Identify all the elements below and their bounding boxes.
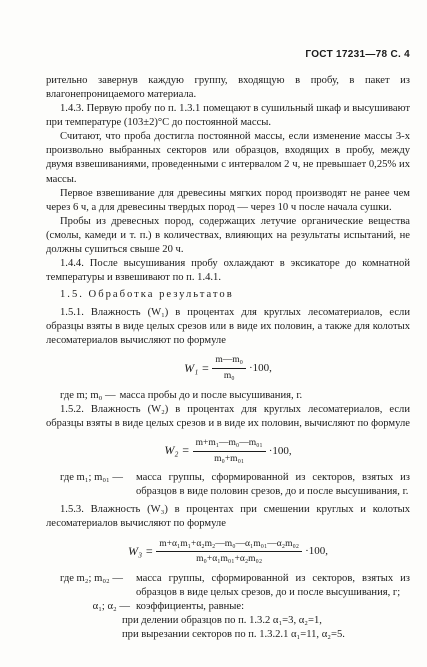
coefficient-case-2: при вырезании секторов по п. 1.3.2.1 α₁=11, α₂=5. bbox=[122, 629, 345, 641]
legend-w3 bbox=[46, 572, 410, 600]
formula-w2-denominator: m₀+m₀₁ bbox=[214, 453, 245, 464]
formula-w1 bbox=[46, 354, 410, 382]
legend-w2-key: где m₁; m₀₁ — bbox=[60, 472, 123, 484]
document-page bbox=[46, 0, 410, 667]
paragraph-volatile-substances: Пробы из древесных пород, содержащих летучие органические вещества (смолы, камеди и т. п.) в количествах, влияющих на результаты испытаний, не должны сушиться свыше 20 ч. bbox=[46, 215, 410, 255]
paragraph-first-weighing: Первое взвешивание для древесины мягких пород производят не ранее чем через 6 ч, а для древесины твердых пород — через 10 ч после начала сушки. bbox=[46, 187, 410, 213]
section-heading: 1.5. Обработка результатов bbox=[60, 289, 234, 301]
legend-w1-value: масса пробы до и после высушивания, г. bbox=[119, 389, 303, 401]
formula-w1-fraction bbox=[212, 354, 246, 382]
formula-w2-fraction bbox=[193, 437, 266, 465]
legend-w3-value: масса группы, сформированной из секторов, взятых из образцов в виде целых срезов, до и после высушивания, г; bbox=[136, 572, 410, 598]
paragraph-1-5-3: 1.5.3. Влажность (W₃) в процентах при смешении круглых и колотых лесоматериалов вычисляют по формуле bbox=[46, 504, 410, 530]
formula-w3-numerator: m+α₁m₁+α₂m₂—m₀—α₁m₀₁—α₂m₀₂ bbox=[156, 538, 302, 553]
formula-w2 bbox=[46, 437, 410, 465]
page-header: ГОСТ 17231—78 С. 4 bbox=[305, 49, 410, 60]
paragraph-1-4-3: 1.4.3. Первую пробу по п. 1.3.1 помещают в сушильный шкаф и высушивают при температуре (103±2)°С до постоянной массы. bbox=[46, 103, 410, 129]
formula-w3-tail: ·100, bbox=[305, 545, 329, 558]
formula-w2-numerator: m+m₁—m₀—m₀₁ bbox=[193, 437, 266, 452]
document-body bbox=[46, 74, 410, 642]
paragraph-continuation: рительно завернув каждую группу, входящую в пробу, в пакет из влагонепроницаемого материала. bbox=[46, 75, 410, 101]
legend-coefficients-key: α₁; α₂ — bbox=[92, 600, 130, 612]
formula-w1-tail: ·100, bbox=[248, 362, 272, 375]
formula-w2-tail: ·100, bbox=[268, 444, 292, 457]
paragraph-1-5-1: 1.5.1. Влажность (W₁) в процентах для круглых лесоматериалов, если образцы взяты в виде целых срезов или в виде их половин, а также для колотых лесоматериалов вычисляют по формуле bbox=[46, 307, 410, 347]
formula-w3 bbox=[46, 538, 410, 566]
legend-w3-key: где m₂; m₀₂ — bbox=[60, 572, 123, 584]
legend-w2 bbox=[46, 471, 410, 499]
paragraph-1-4-4: 1.4.4. После высушивания пробу охлаждают в эксикаторе до комнатной температуры и взвешивают по п. 1.4.1. bbox=[46, 258, 410, 284]
formula-w2-lhs: W₂ = bbox=[164, 443, 190, 458]
formula-w1-numerator: m—m₀ bbox=[212, 354, 246, 369]
formula-w3-lhs: W₃ = bbox=[127, 543, 154, 558]
coefficient-case-1: при делении образцов по п. 1.3.2 α₁=3, α₂=1, bbox=[122, 615, 322, 627]
legend-w1-key: где m; m₀ — bbox=[60, 389, 116, 401]
legend-w2-value: масса группы, сформированной из секторов, взятых из образцов в виде половин срезов, до и после высушивания, г. bbox=[136, 472, 410, 498]
legend-w1 bbox=[46, 389, 410, 403]
formula-w3-denominator: m₀+α₁m₀₁+α₂m₀₂ bbox=[196, 554, 263, 565]
formula-w3-fraction bbox=[156, 538, 302, 566]
formula-w1-lhs: W₁ = bbox=[184, 360, 210, 375]
legend-coefficients-value: коэффициенты, равные: bbox=[136, 600, 245, 612]
paragraph-constant-mass: Считают, что проба достигла постоянной массы, если изменение массы 3-х произвольно выбранных секторов или образцов, входящих в пробу, между двумя взвешиваниями, проведенными с интервалом 2 ч, не превышает 0,25% их массы. bbox=[46, 131, 410, 185]
paragraph-1-5-2: 1.5.2. Влажность (W₂) в процентах для круглых лесоматериалов, если образцы взяты в виде целых срезов и в виде их половин, вычисляют по формуле bbox=[46, 403, 410, 429]
legend-coefficients bbox=[46, 600, 410, 614]
formula-w1-denominator: m₀ bbox=[223, 371, 235, 382]
